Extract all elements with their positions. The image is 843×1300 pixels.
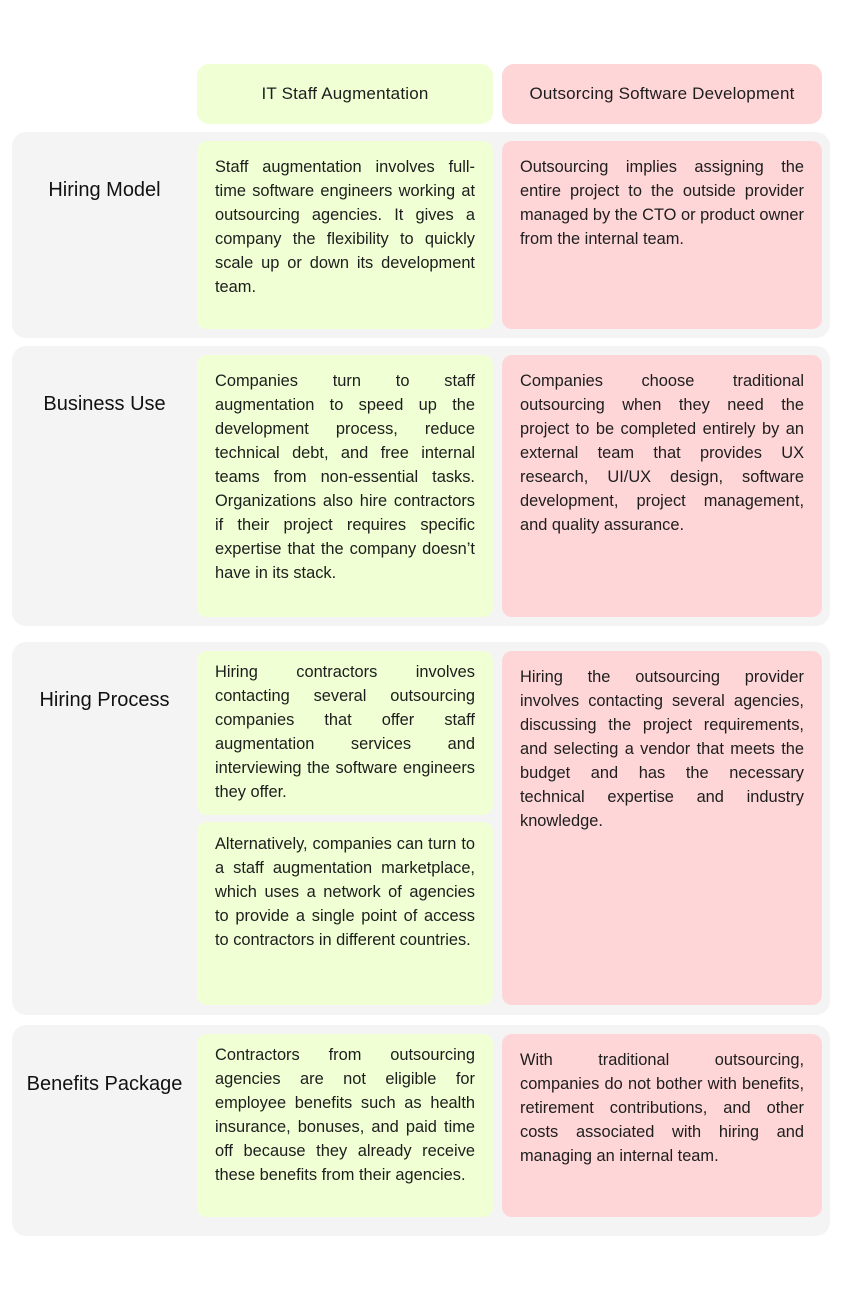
staff-cell: Staff augmentation involves full-time software engineers working at outsourcing agencies. It gives a company the flexibility to quickly scale up or down its development team. xyxy=(197,141,493,329)
row-label: Business Use xyxy=(43,393,166,415)
staff-cell: Hiring contractors involves contacting several outsourcing companies that offer staff augmentation services and interviewing the software engineers they offer. xyxy=(197,651,493,815)
row-business-use xyxy=(12,346,830,626)
outsourcing-cell: Companies choose traditional outsourcing when they need the project to be completed entirely by an external team that provides UX research, UI/UX design, software development, project management, and quality assurance. xyxy=(502,355,822,617)
outsourcing-cell: Hiring the outsourcing provider involves contacting several agencies, discussing the project requirements, and selecting a vendor that meets the budget and has the necessary technical expertise and industry knowledge. xyxy=(502,651,822,1005)
staff-cell: Companies turn to staff augmentation to speed up the development process, reduce technical debt, and free internal teams from non-essential tasks. Organizations also hire contractors if their project requires specific expertise that the company doesn’t have in its stack. xyxy=(197,355,493,617)
column-header-staff-augmentation: IT Staff Augmentation xyxy=(197,64,493,124)
row-hiring-process xyxy=(12,642,830,1015)
row-label: Benefits Package xyxy=(26,1073,183,1095)
row-benefits-package xyxy=(12,1025,830,1236)
row-hiring-model xyxy=(12,132,830,338)
staff-cell-secondary: Alternatively, companies can turn to a staff augmentation marketplace, which uses a network of agencies to provide a single point of access to contractors in different countries. xyxy=(197,822,493,1005)
outsourcing-cell: Outsourcing implies assigning the entire project to the outside provider managed by the CTO or product owner from the internal team. xyxy=(502,141,822,329)
column-header-outsourcing: Outsorcing Software Development xyxy=(502,64,822,124)
row-label: Hiring Process xyxy=(39,689,170,711)
outsourcing-cell: With traditional outsourcing, companies do not bother with benefits, retirement contributions, and other costs associated with hiring and managing an internal team. xyxy=(502,1034,822,1217)
row-label: Hiring Model xyxy=(48,179,161,201)
staff-cell: Contractors from outsourcing agencies are not eligible for employee benefits such as health insurance, bonuses, and paid time off because they already receive these benefits from their agencies. xyxy=(197,1034,493,1217)
